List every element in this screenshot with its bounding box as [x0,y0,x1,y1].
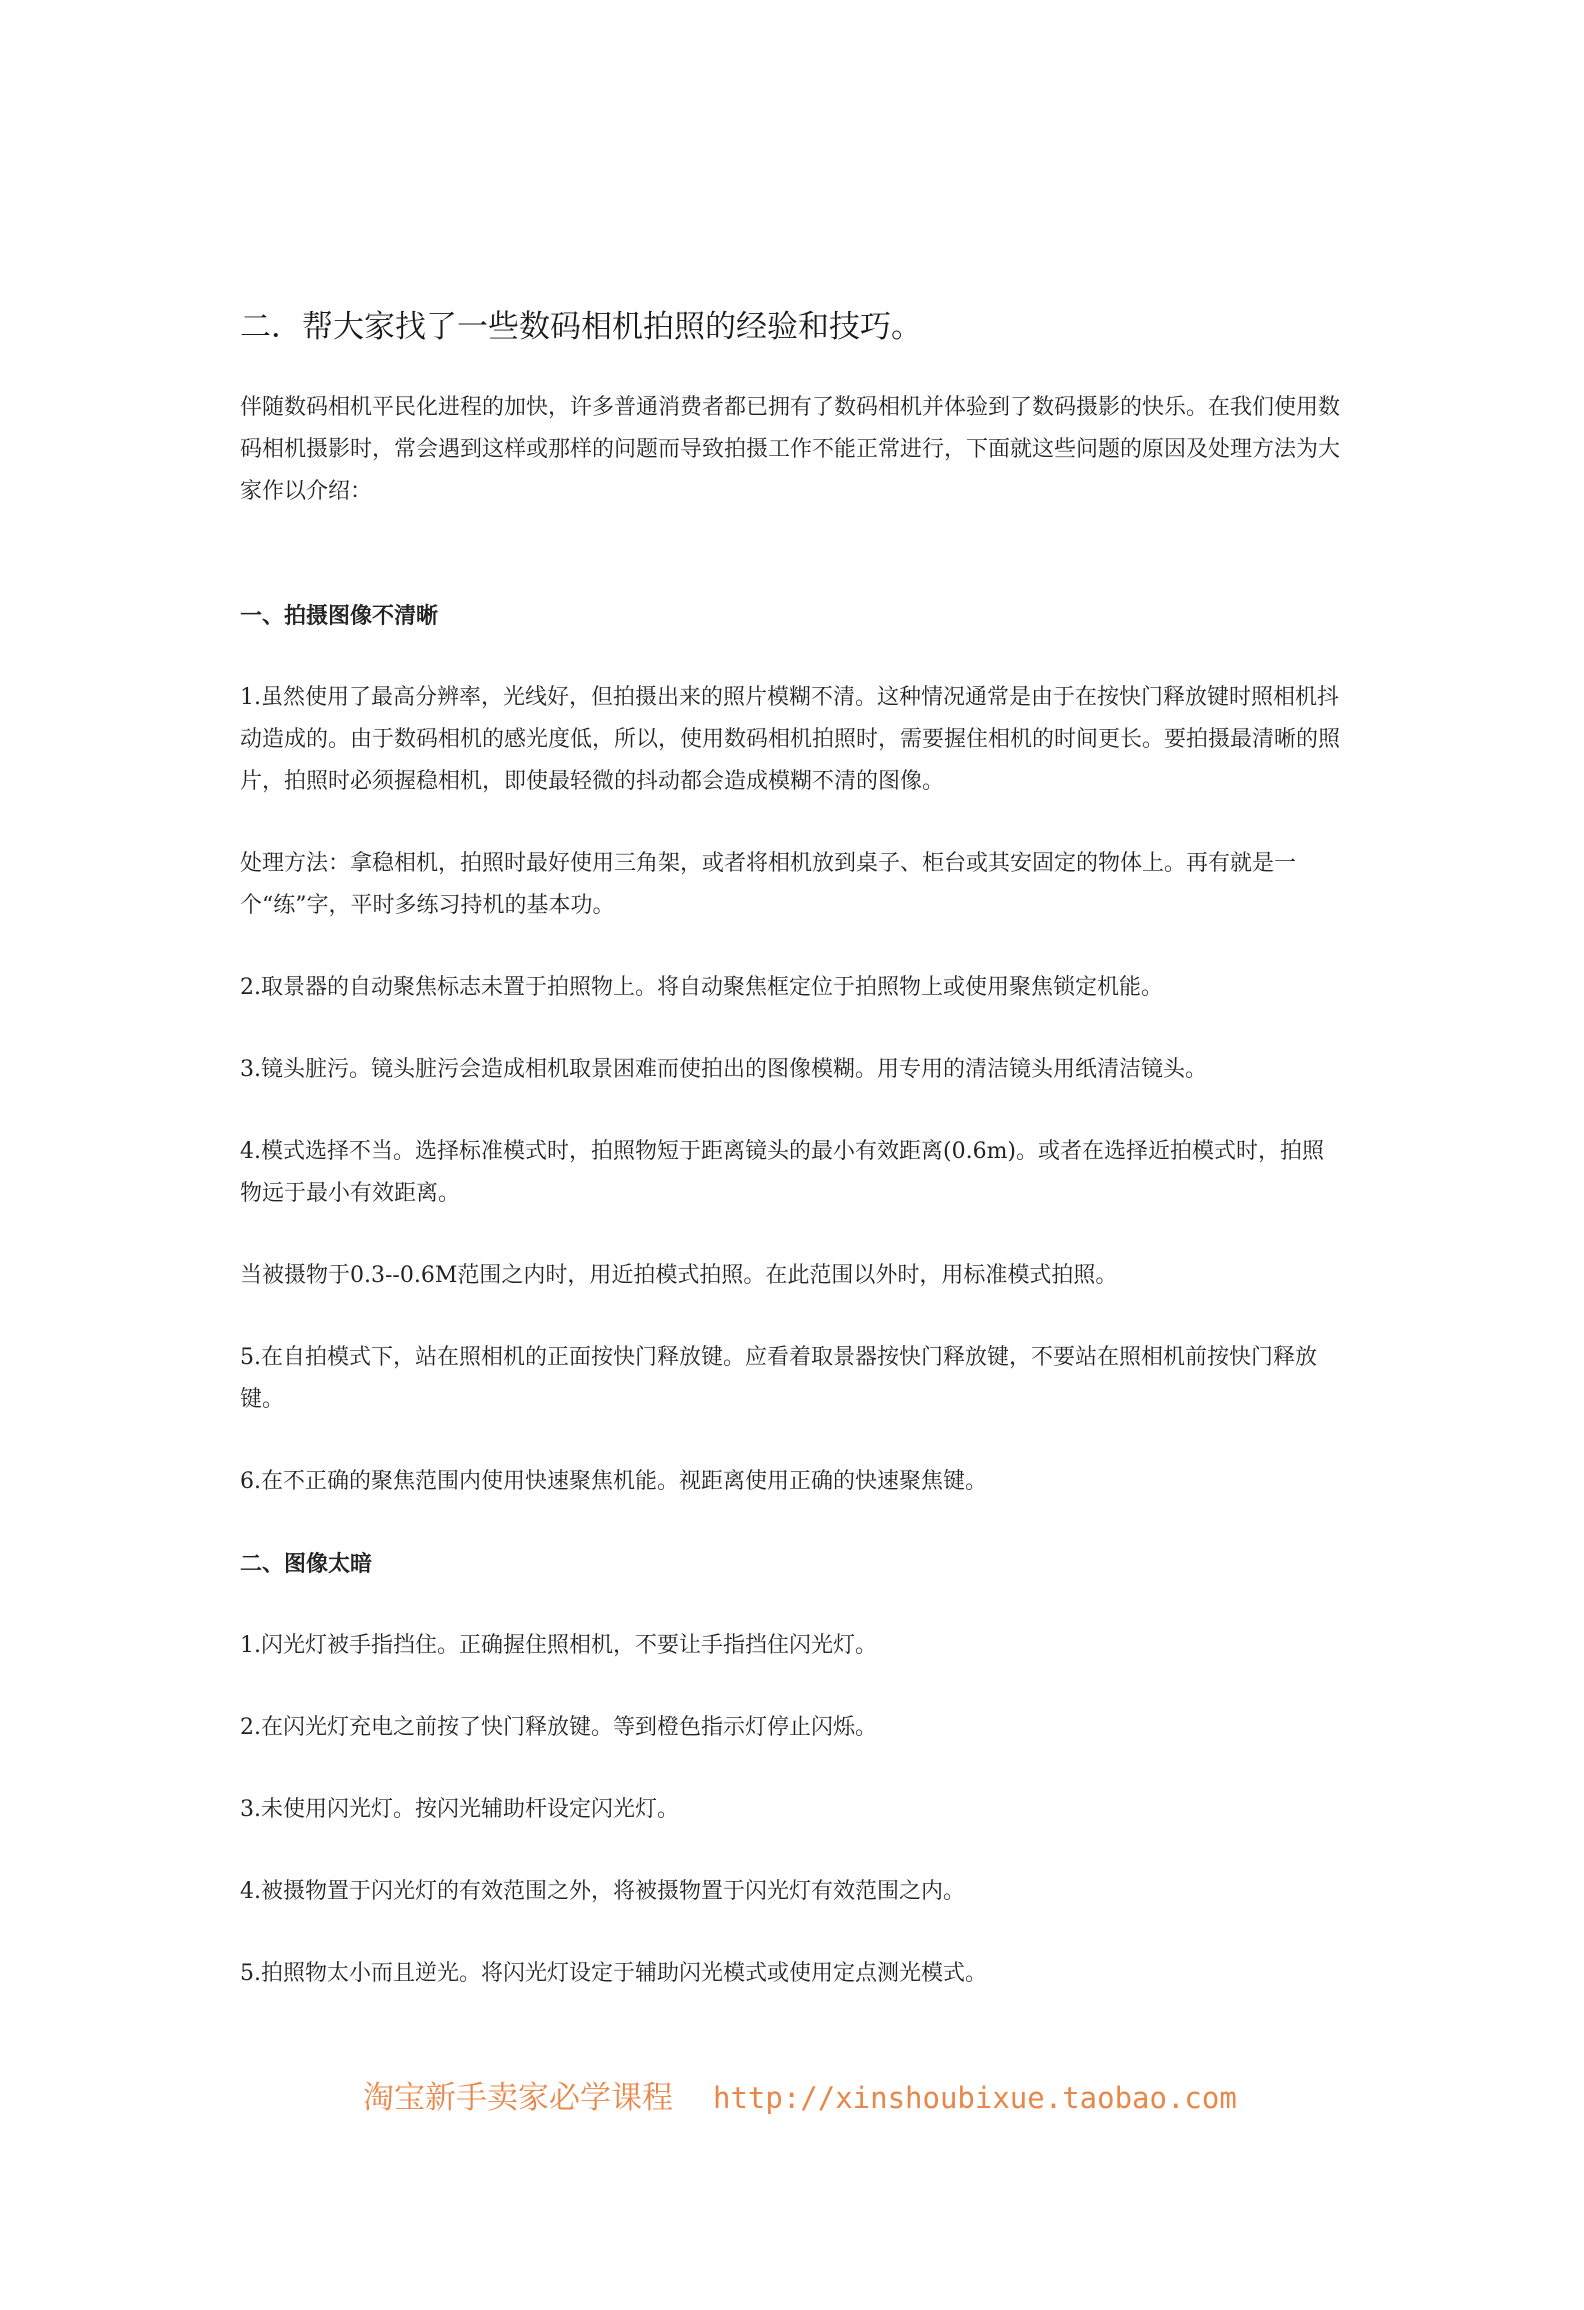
section-heading-unclear-image: 一、拍摄图像不清晰 [240,603,439,629]
section1-solution: 处理方法：拿稳相机，拍照时最好使用三角架，或者将相机放到桌子、柜台或其安固定的物体上。再有就是一个“练”字，平时多练习持机的基本功。 [240,851,1297,918]
section-heading-image-too-dark: 二、图像太暗 [240,1551,373,1577]
section2-item-3: 3.未使用闪光灯。按闪光辅助杆设定闪光灯。 [240,1797,679,1822]
section1-item-2: 2.取景器的自动聚焦标志未置于拍照物上。将自动聚焦框定位于拍照物上或使用聚焦锁定机能。 [240,975,1163,1000]
section1-item-5: 5.在自拍模式下，站在照相机的正面按快门释放键。应看着取景器按快门释放键，不要站在照相机前按快门释放键。 [240,1345,1317,1412]
footer-course-name: 淘宝新手卖家必学课程 [363,2080,673,2116]
section2-item-2: 2.在闪光灯充电之前按了快门释放键。等到橙色指示灯停止闪烁。 [240,1715,877,1740]
section2-item-1: 1.闪光灯被手指挡住。正确握住照相机，不要让手指挡住闪光灯。 [240,1633,877,1658]
intro-paragraph: 伴随数码相机平民化进程的加快，许多普通消费者都已拥有了数码相机并体验到了数码摄影的快乐。在我们使用数码相机摄影时，常会遇到这样或那样的问题而导致拍摄工作不能正常进行，下面就这些问题的原因及处理方法为大家作以介绍： [240,395,1341,504]
section2-item-4: 4.被摄物置于闪光灯的有效范围之外，将被摄物置于闪光灯有效范围之内。 [240,1879,965,1904]
document-title: 二．帮大家找了一些数码相机拍照的经验和技巧。 [240,309,922,345]
footer-url-link[interactable]: http://xinshoubixue.taobao.com [713,2081,1237,2115]
section1-note: 当被摄物于0.3--0.6M范围之内时，用近拍模式拍照。在此范围以外时，用标准模式拍照。 [240,1263,1118,1288]
section1-item-3: 3.镜头脏污。镜头脏污会造成相机取景困难而使拍出的图像模糊。用专用的清洁镜头用纸清洁镜头。 [240,1057,1207,1082]
section1-item-4: 4.模式选择不当。选择标准模式时，拍照物短于距离镜头的最小有效距离(0.6m)。或者在选择近拍模式时，拍照物远于最小有效距离。 [240,1139,1325,1206]
page-footer [363,2073,1363,2123]
section1-item-1: 1.虽然使用了最高分辨率，光线好，但拍摄出来的照片模糊不清。这种情况通常是由于在按快门释放键时照相机抖动造成的。由于数码相机的感光度低，所以，使用数码相机拍照时，需要握住相机的时间更长。要拍摄最清晰的照片，拍照时必须握稳相机，即使最轻微的抖动都会造成模糊不清的图像。 [240,685,1341,794]
section1-item-6: 6.在不正确的聚焦范围内使用快速聚焦机能。视距离使用正确的快速聚焦键。 [240,1469,987,1494]
section2-item-5: 5.拍照物太小而且逆光。将闪光灯设定于辅助闪光模式或使用定点测光模式。 [240,1961,987,1986]
